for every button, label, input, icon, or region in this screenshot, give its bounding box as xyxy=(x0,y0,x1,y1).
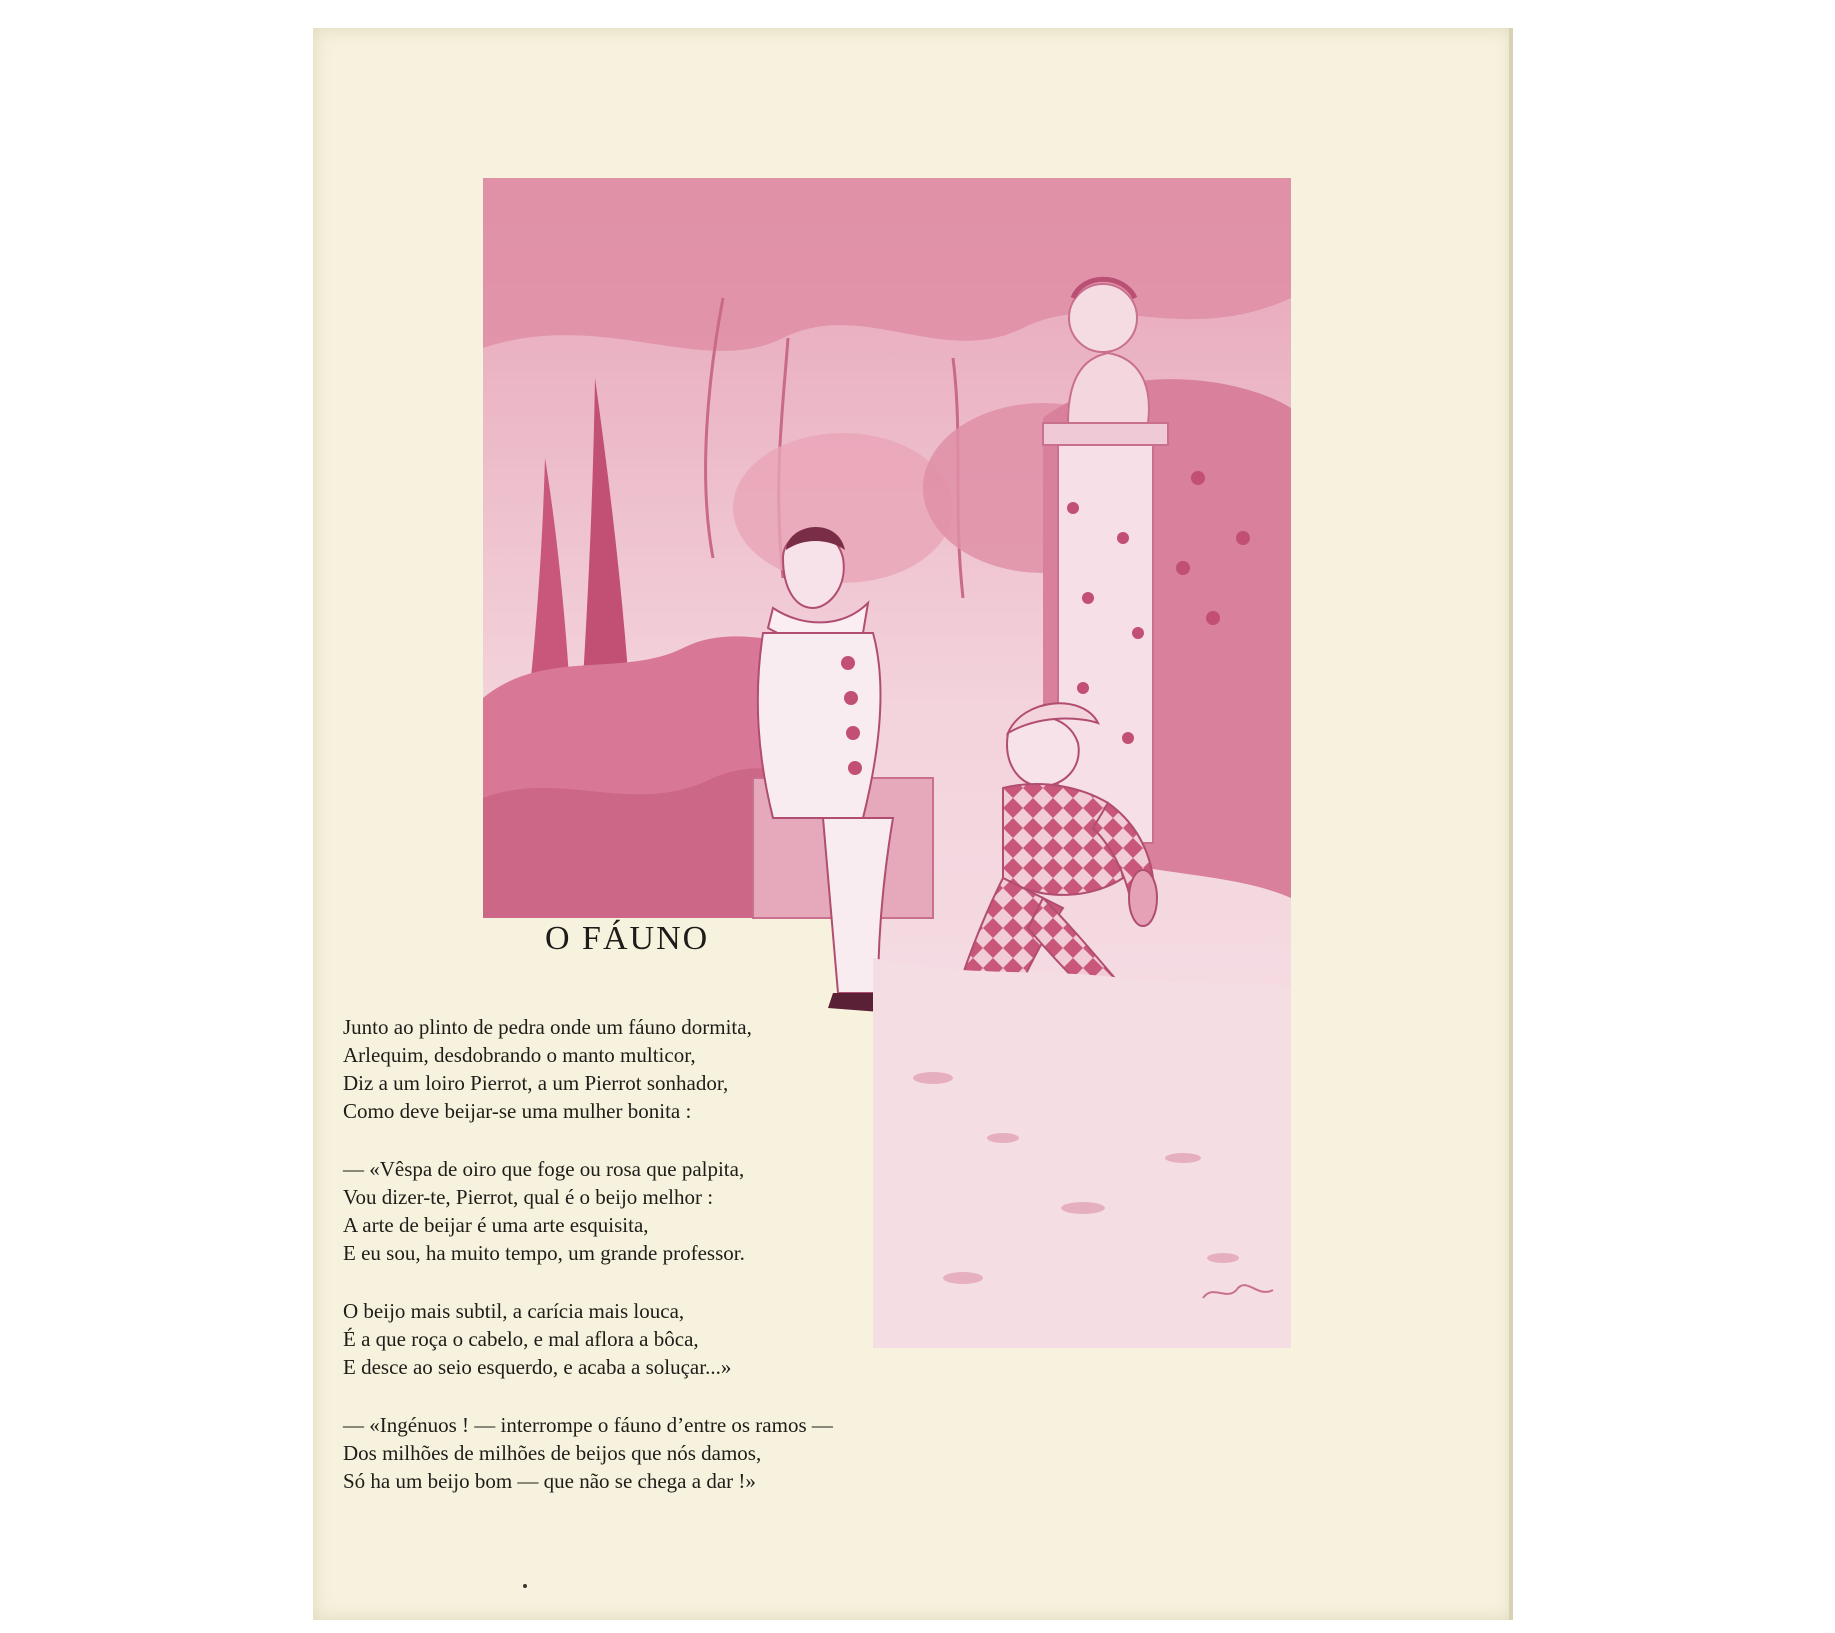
stanza-4 xyxy=(343,1411,943,1495)
page-edge xyxy=(1509,28,1513,1620)
poem-line: Junto ao plinto de pedra onde um fáuno dormita, xyxy=(343,1015,752,1039)
poem-line: — «Ingénuos ! — interrompe o fáuno d’entre os ramos — xyxy=(343,1413,833,1437)
poem-line: — «Vêspa de oiro que foge ou rosa que palpita, xyxy=(343,1157,745,1181)
poem-line: Dos milhões de milhões de beijos que nós damos, xyxy=(343,1441,762,1465)
stanza-1 xyxy=(343,1013,943,1125)
stanza-3 xyxy=(343,1297,943,1381)
poem-line: É a que roça o cabelo, e mal aflora a bôca, xyxy=(343,1327,699,1351)
poem-line: Como deve beijar-se uma mulher bonita : xyxy=(343,1099,692,1123)
book-page xyxy=(313,28,1513,1620)
stanza-2 xyxy=(343,1155,943,1267)
poem-line: Diz a um loiro Pierrot, a um Pierrot sonhador, xyxy=(343,1071,729,1095)
poem-line: Arlequim, desdobrando o manto multicor, xyxy=(343,1043,696,1067)
poem-line: E eu sou, ha muito tempo, um grande professor. xyxy=(343,1241,745,1265)
poem-line: A arte de beijar é uma arte esquisita, xyxy=(343,1213,649,1237)
poem-line: Vou dizer-te, Pierrot, qual é o beijo melhor : xyxy=(343,1185,714,1209)
poem-line: Só ha um beijo bom — que não se chega a dar !» xyxy=(343,1469,756,1493)
ink-speck xyxy=(523,1584,527,1588)
poem-body xyxy=(343,1013,943,1525)
poem-title: O FÁUNO xyxy=(545,920,710,957)
poem-line: O beijo mais subtil, a carícia mais louca, xyxy=(343,1299,685,1323)
poem-line: E desce ao seio esquerdo, e acaba a soluçar...» xyxy=(343,1355,732,1379)
